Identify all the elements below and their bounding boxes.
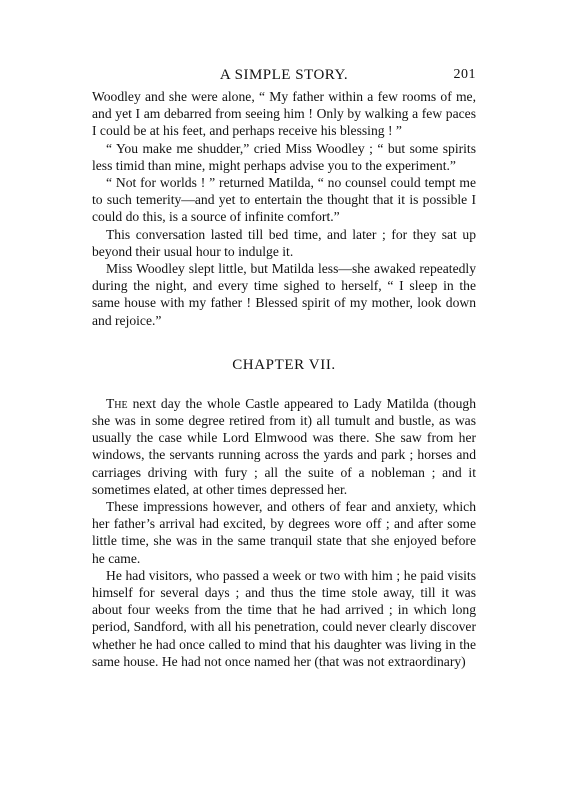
paragraph: “ Not for worlds ! ” returned Matilda, “ no counsel could tempt me to such temerity—and yet to entertain the thought that it is possible I could do this, is a source of infinite comfort.” — [92, 175, 476, 225]
paragraph: He had visitors, who passed a week or two with him ; he paid visits himself for several days ; and thus the time stole away, till it was about four weeks from the time that he had arrived ; in which long period, Sandford, with all his penetration, could never clearly discover whether he had once called to mind that his daughter was living in the same house. He had not once named her (that was not extraordinary) — [92, 567, 476, 669]
opening-text: next day the whole Castle appeared to Lady Matilda (though she was in some degree retired from it) all tumult and bustle, as was usually the case while Lord Elmwood was there. She saw from her windows, the servants running across the yards and park ; horses and carriages driving with fury ; all the suite of a nobleman ; and it sometimes elated, at other times depressed her. — [92, 395, 476, 497]
paragraph: This conversation lasted till bed time, and later ; for they sat up beyond their usual hour to indulge it. — [92, 226, 476, 259]
chapter-heading: CHAPTER VII. — [232, 356, 336, 373]
chapter-opening-paragraph — [92, 395, 476, 498]
paragraph: These impressions however, and others of fear and anxiety, which her father’s arrival had excited, by degrees wore off ; and after some little time, she was in the same tranquil state that she enjoyed before he came. — [92, 499, 476, 566]
opening-word: The — [106, 395, 128, 411]
paragraph: “ You make me shudder,” cried Miss Woodley ; “ but some spirits less timid than mine, might perhaps advise you to the experiment.” — [92, 140, 476, 173]
page-number: 201 — [453, 67, 476, 82]
running-head — [92, 66, 476, 88]
paragraph: Woodley and she were alone, “ My father within a few rooms of me, and yet I am debarred from seeing him ! Only by walking a few paces I could be at his feet, and perhaps receive his blessing ! ” — [92, 89, 476, 139]
running-title: A SIMPLE STORY. — [219, 67, 349, 83]
paragraph: Miss Woodley slept little, but Matilda less—she awaked repeatedly during the night, and every time sighed to herself, “ I sleep in the same house with my father ! Blessed spirit of my mother, look down and rejoice.” — [92, 261, 476, 328]
book-page — [92, 66, 476, 670]
